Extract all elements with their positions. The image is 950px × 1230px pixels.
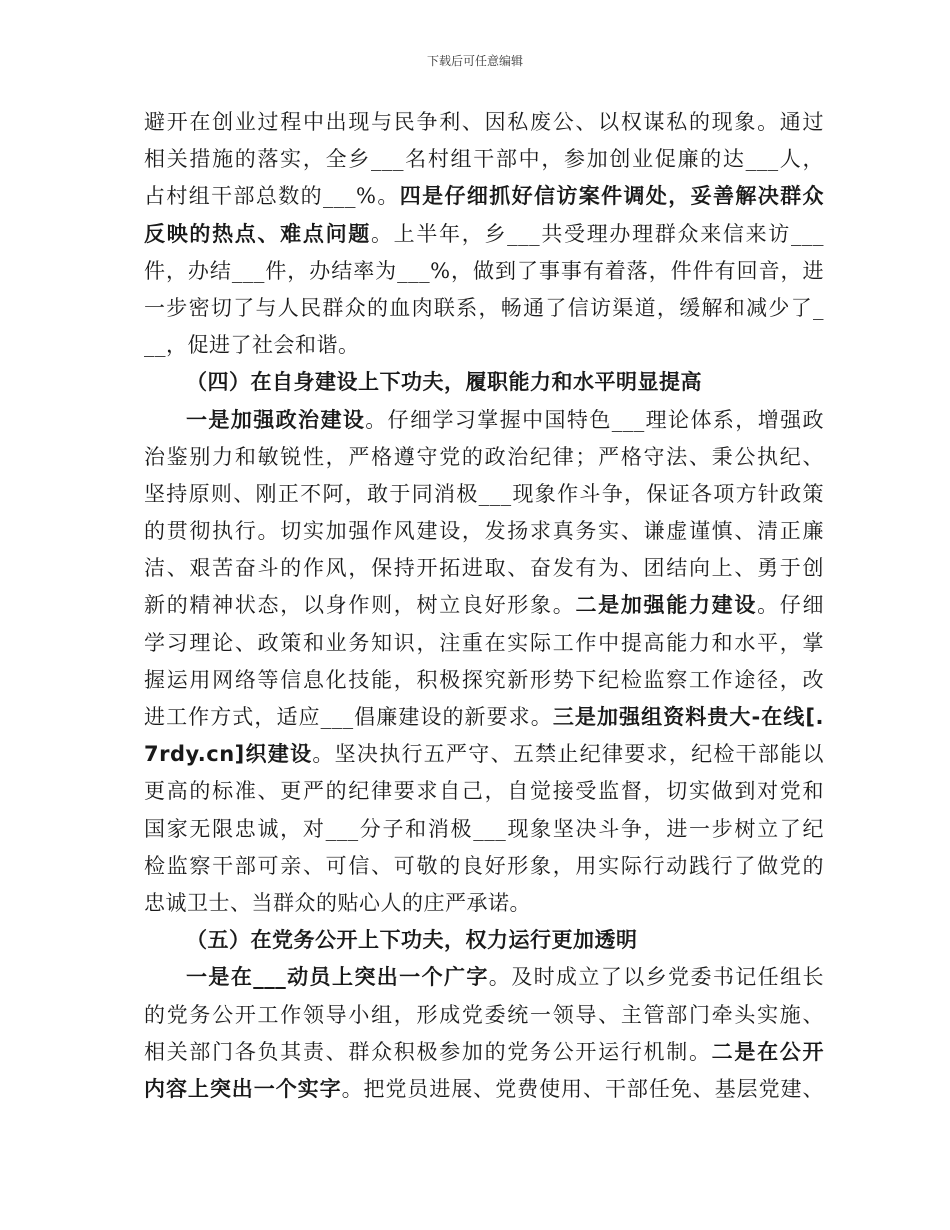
text-span: 国家无限忠诚，对___分子和消极___现象坚决斗争，进一步树立了纪	[144, 816, 824, 841]
text-line	[144, 959, 824, 996]
text-span: 新的精神状态，以身作则，树立良好形象。	[144, 593, 576, 618]
text-line	[144, 513, 824, 550]
text-line	[144, 699, 824, 736]
text-span: 。仔细	[757, 593, 825, 618]
text-line	[144, 997, 824, 1034]
text-span: 。坚决执行五严守、五禁止纪律要求，纪检干部能以	[312, 742, 824, 767]
bold-phrase: 一是在___动员上突出一个广字	[186, 965, 489, 990]
text-span: 进工作方式，适应___倡廉建设的新要求。	[144, 705, 553, 729]
text-span: 相关措施的落实，全乡___名村组干部中，参加创业促廉的达___人，	[144, 147, 824, 172]
page-header: 下载后可任意编辑	[426, 54, 523, 68]
text-line	[144, 1071, 824, 1108]
text-span: 洁、艰苦奋斗的作风，保持开拓进取、奋发有为、团结向上、勇于创	[144, 556, 824, 581]
text-line	[144, 773, 824, 810]
text-span: 的党务公开工作领导小组，形成党委统一领导、主管部门牵头实施、	[144, 1002, 824, 1027]
text-span: 的贯彻执行。切实加强作风建设，发扬求真务实、谦虚谨慎、清正廉	[144, 519, 824, 544]
text-span: 。把党员进展、党费使用、干部任免、基层党建、	[341, 1076, 825, 1101]
text-line	[144, 476, 824, 513]
text-span: 坚持原则、刚正不阿，敢于同消极___现象作斗争，保证各项方针政策	[144, 481, 824, 506]
text-span: 忠诚卫士、当群众的贴心人的庄严承诺。	[144, 890, 531, 915]
text-span: 件，办结___件，办结率为___%，做到了事事有着落，件件有回音，进	[144, 258, 824, 283]
bold-phrase: 二是加强能力建设	[575, 593, 758, 618]
bold-phrase: 内容上突出一个实字	[144, 1076, 342, 1101]
section-heading	[144, 922, 824, 959]
text-span: 握运用网络等信息化技能，积极探究新形势下纪检监察工作途径，改	[144, 667, 824, 692]
text-line	[144, 811, 824, 848]
bold-phrase: 反映的热点、难点问题	[144, 221, 371, 246]
text-span: 避开在创业过程中出现与民争利、因私废公、以权谋私的现象。通过	[144, 110, 824, 134]
text-line	[144, 848, 824, 885]
text-span: 相关部门各负其责、群众积极参加的党务公开运行机制。	[144, 1039, 712, 1064]
text-line	[144, 625, 824, 662]
text-span: 更高的标准、更严的纪律要求自己，自觉接受监督，切实做到对党和	[144, 779, 824, 804]
text-line	[144, 290, 824, 327]
text-line	[144, 253, 824, 290]
text-line	[144, 141, 824, 178]
bold-phrase: 一是加强政治建设	[186, 407, 366, 432]
text-line	[144, 736, 824, 773]
text-line	[144, 587, 824, 624]
text-line	[144, 439, 824, 476]
text-line	[144, 104, 824, 141]
text-line	[144, 662, 824, 699]
text-span: 。仔细学习掌握中国特色___理论体系，增强政	[365, 407, 825, 432]
section-heading	[144, 364, 824, 401]
text-span: 一步密切了与人民群众的血肉联系，畅通了信访渠道，缓解和减少了_	[144, 295, 824, 320]
text-span: 治鉴别力和敏锐性，严格遵守党的政治纪律；严格守法、秉公执纪、	[144, 444, 824, 469]
text-span: 占村组干部总数的___%。	[144, 184, 400, 209]
text-line	[144, 216, 824, 253]
text-span: 检监察干部可亲、可信、可敬的良好形象，用实际行动践行了做党的	[144, 853, 824, 878]
text-span: 。及时成立了以乡党委书记任组长	[488, 965, 824, 990]
bold-phrase: 四是仔细抓好信访案件调处，妥善解决群众	[399, 184, 824, 209]
text-line	[144, 327, 824, 364]
text-line	[144, 550, 824, 587]
text-line	[144, 1034, 824, 1071]
text-span: （四）在自身建设上下功夫，履职能力和水平明显提高	[186, 370, 702, 395]
text-span: （五）在党务公开上下功夫，权力运行更加透明	[186, 928, 638, 953]
text-line	[144, 178, 824, 215]
text-span: 学习理论、政策和业务知识，注重在实际工作中提高能力和水平，掌	[144, 630, 824, 655]
text-line	[144, 402, 824, 439]
bold-phrase: 7rdy.cn]织建设	[144, 742, 313, 767]
text-line	[144, 885, 824, 922]
bold-phrase: 二是在公开	[711, 1039, 824, 1064]
bold-phrase: 三是加强组资料贵大-在线[.	[552, 705, 824, 729]
document-body	[144, 104, 824, 1108]
text-span: 。上半年，乡___共受理办理群众来信来访___	[370, 221, 825, 246]
text-span: __，促进了社会和谐。	[144, 333, 360, 358]
